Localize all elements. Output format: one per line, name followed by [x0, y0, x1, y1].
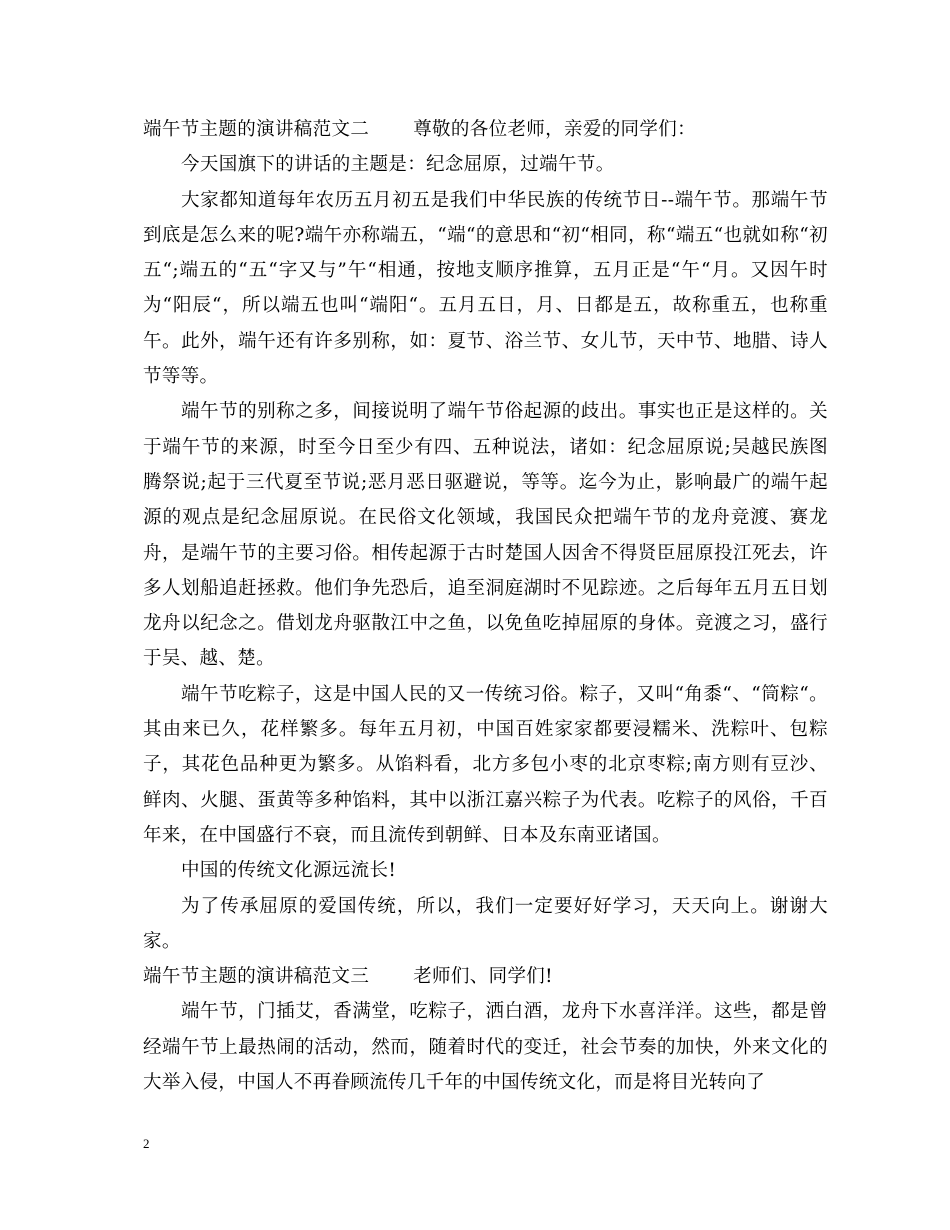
paragraph: 中国的传统文化源远流长! — [181, 860, 397, 882]
section-heading: 端午节主题的演讲稿范文三 — [143, 966, 370, 988]
salutation: 尊敬的各位老师，亲爱的同学们： — [413, 119, 696, 140]
paragraph: 端午节，门插艾，香满堂，吃粽子，洒白酒，龙舟下水喜洋洋。这些，都是曾经端午节上最热闹的活动，然而，随着时代的变迁，社会节奏的加快，外来文化的大举入侵，中国人不再眷顾流传几千年的中国传统文化，而是将目光转向了 — [143, 1001, 828, 1094]
paragraph: 为了传承屈原的爱国传统，所以，我们一定要好好学习，天天向上。谢谢大家。 — [143, 895, 828, 952]
page-number: 2 — [143, 1136, 150, 1151]
paragraph: 端午节的别称之多，间接说明了端午节俗起源的歧出。事实也正是这样的。关于端午节的来源，时至今日至少有四、五种说法，诸如：纪念屈原说;吴越民族图腾祭说;起于三代夏至节说;恶月恶日驱避说，等等。迄今为止，影响最广的端午起源的观点是纪念屈原说。在民俗文化领域，我国民众把端午节的龙舟竞渡、赛龙舟，是端午节的主要习俗。相传起源于古时楚国人因舍不得贤臣屈原投江死去，许多人划船追赶拯救。他们争先恐后，追至洞庭湖时不见踪迹。之后每年五月五日划龙舟以纪念之。借划龙舟驱散江中之鱼，以免鱼吃掉屈原的身体。竞渡之习，盛行于吴、越、楚。 — [143, 401, 828, 670]
heading-paragraph-speech-3 — [143, 959, 828, 994]
heading-paragraph-speech-2 — [143, 112, 828, 147]
document-body — [143, 112, 828, 1100]
section-heading: 端午节主题的演讲稿范文二 — [143, 119, 370, 140]
paragraph: 大家都知道每年农历五月初五是我们中华民族的传统节日--端午节。那端午节到底是怎么来的呢?端午亦称端五，“端“的意思和“初“相同，称“端五“也就如称“初五“;端五的“五“字又与”午“相通，按地支顺序推算，五月正是“午“月。又因午时为“阳辰“，所以端五也叫“端阳“。五月五日，月、日都是五，故称重五，也称重午。此外，端午还有许多别称，如：夏节、浴兰节、女儿节，天中节、地腊、诗人节等等。 — [143, 189, 828, 388]
salutation: 老师们、同学们! — [413, 966, 553, 988]
paragraph: 今天国旗下的讲话的主题是：纪念屈原，过端午节。 — [181, 154, 615, 176]
paragraph: 端午节吃粽子，这是中国人民的又一传统习俗。粽子，又叫“角黍“、“筒粽“。其由来已久，花样繁多。每年五月初，中国百姓家家都要浸糯米、洗粽叶、包粽子，其花色品种更为繁多。从馅料看，北方多包小枣的北京枣粽;南方则有豆沙、鲜肉、火腿、蛋黄等多种馅料，其中以浙江嘉兴粽子为代表。吃粽子的风俗，千百年来，在中国盛行不衰，而且流传到朝鲜、日本及东南亚诸国。 — [143, 683, 828, 846]
